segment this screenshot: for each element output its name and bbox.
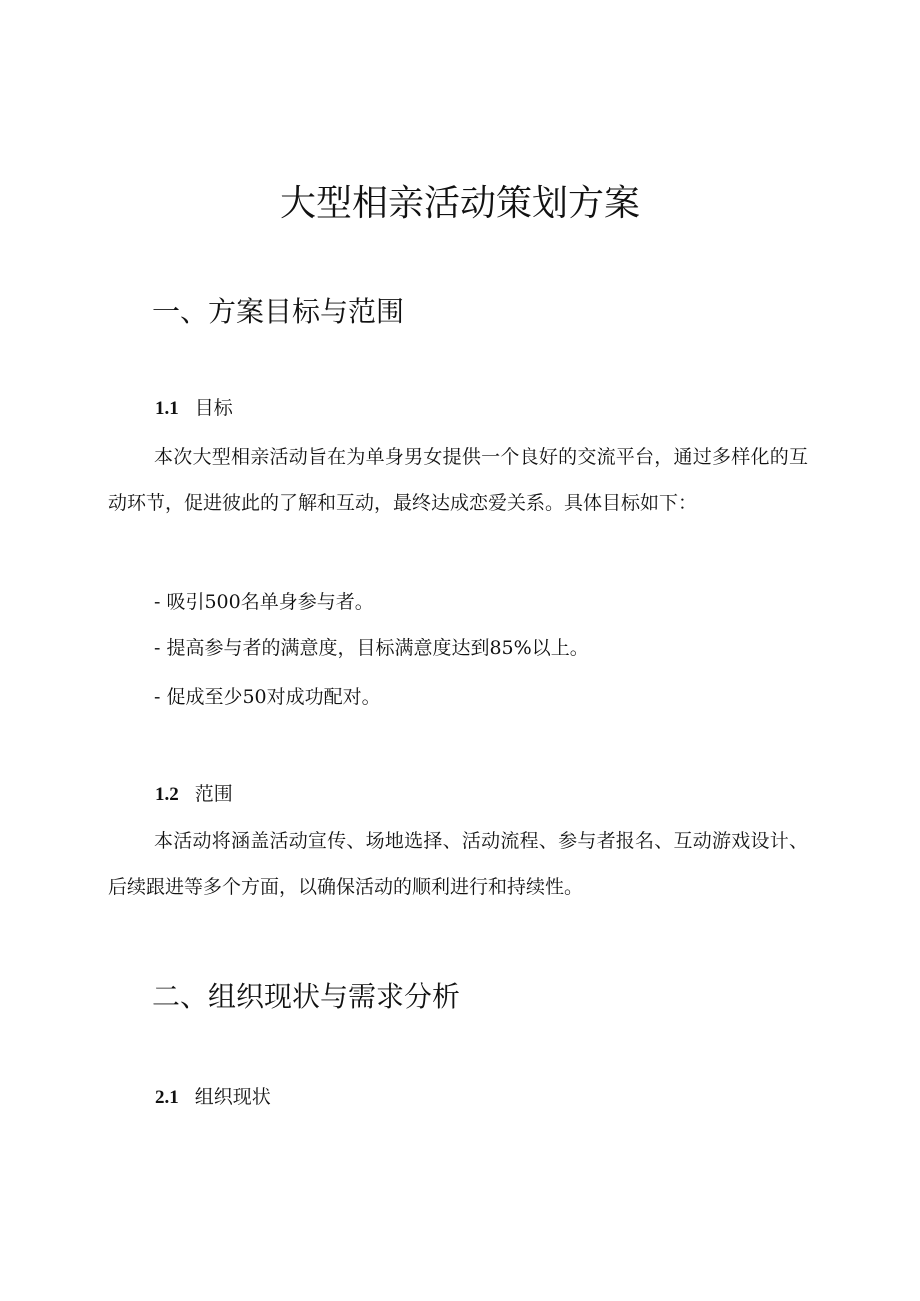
bullet-item: - 促成至少50对成功配对。 (154, 686, 381, 708)
bullet-item: - 吸引500名单身参与者。 (154, 591, 374, 613)
subsection-number: 2.1 (155, 1087, 179, 1108)
subsection-label: 组织现状 (194, 1086, 271, 1108)
subsection-heading-1-1 (155, 394, 233, 423)
subsection-number: 1.1 (155, 398, 179, 419)
paragraph-scope: 本活动将涵盖活动宣传、场地选择、活动流程、参与者报名、互动游戏设计、后续跟进等多个方面，以确保活动的顺利进行和持续性。 (108, 830, 808, 898)
subsection-heading-1-2 (155, 780, 233, 809)
subsection-number: 1.2 (155, 784, 179, 805)
section-heading-1: 一、方案目标与范围 (152, 295, 405, 328)
paragraph-goal: 本次大型相亲活动旨在为单身男女提供一个良好的交流平台，通过多样化的互动环节，促进彼此的了解和互动，最终达成恋爱关系。具体目标如下： (108, 446, 808, 514)
section-heading-2: 二、组织现状与需求分析 (152, 980, 461, 1013)
bullet-item: - 提高参与者的满意度，目标满意度达到85%以上。 (154, 637, 589, 659)
subsection-label: 目标 (194, 397, 233, 419)
subsection-label: 范围 (194, 783, 233, 805)
document-title: 大型相亲活动策划方案 (279, 183, 640, 224)
subsection-heading-2-1 (155, 1083, 271, 1112)
